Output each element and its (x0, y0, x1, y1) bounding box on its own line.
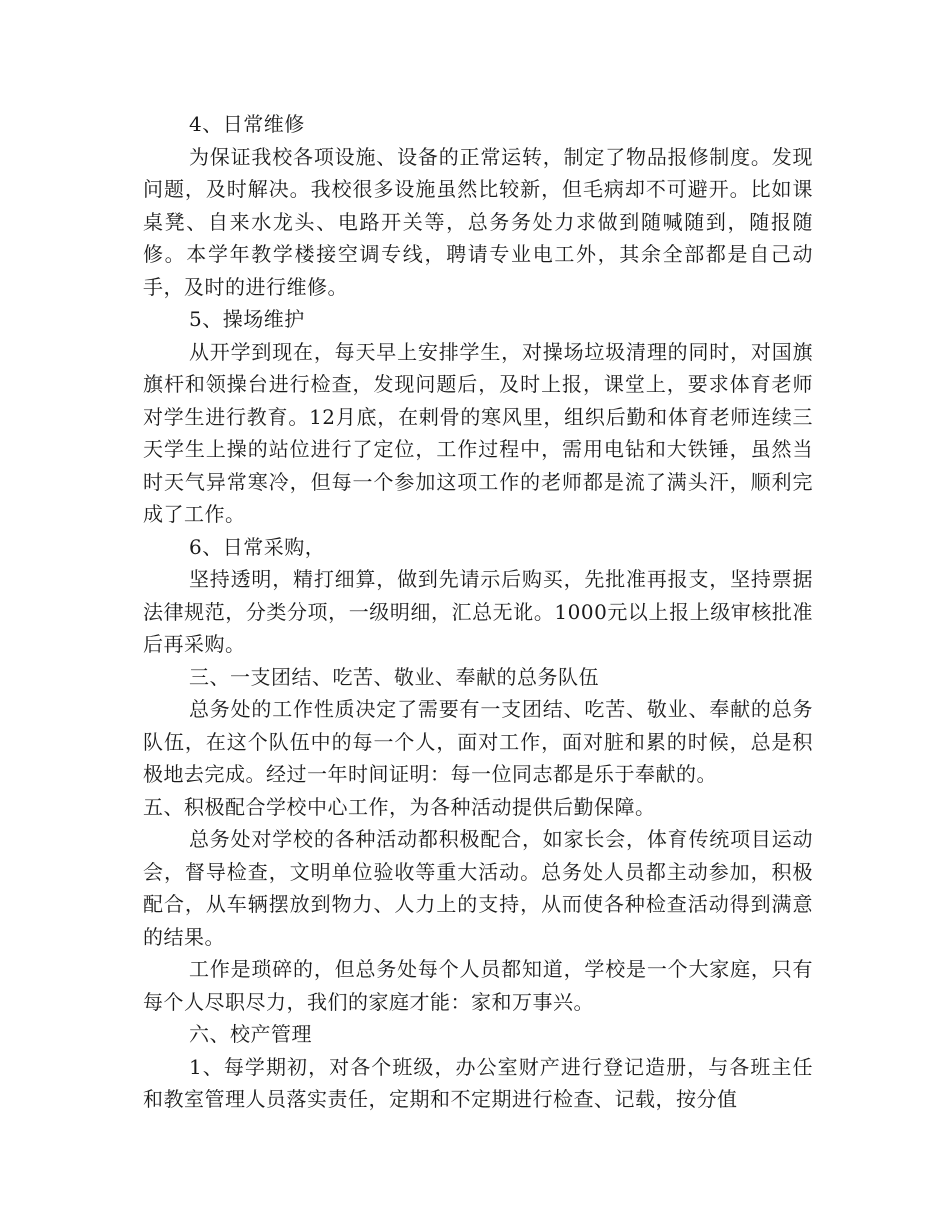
paragraph-daily-purchase: 坚持透明，精打细算，做到先请示后购买，先批准再报支，坚持票据法律规范，分类分项，一级明细，汇总无讹。1000元以上报上级审核批准后再采购。 (143, 567, 813, 656)
paragraph-team: 总务处的工作性质决定了需要有一支团结、吃苦、敬业、奉献的总务队伍，在这个队伍中的每一个人，面对工作，面对脏和累的时候，总是积极地去完成。经过一年时间证明：每一位同志都是乐于奉献的。 (143, 697, 813, 786)
section-heading-daily-maintenance: 4、日常维修 (189, 112, 305, 136)
section-heading-school-assets: 六、校产管理 (189, 1022, 312, 1046)
paragraph-school-assets: 1、每学期初，对各个班级，办公室财产进行登记造册，与各班主任和教室管理人员落实责任，定期和不定期进行检查、记载，按分值 (143, 1054, 813, 1111)
document-body (143, 108, 813, 1116)
paragraph-big-family: 工作是琐碎的，但总务处每个人员都知道，学校是一个大家庭，只有每个人尽职尽力，我们的家庭才能：家和万事兴。 (143, 957, 813, 1014)
paragraph-playground-maintenance: 从开学到现在，每天早上安排学生，对操场垃圾清理的同时，对国旗旗杆和领操台进行检查，发现问题后，及时上报，课堂上，要求体育老师对学生进行教育。12月底，在剌骨的寒风里，组织后勤和体育老师连续三天学生上操的站位进行了定位，工作过程中，需用电钻和大铁锤，虽然当时天气异常寒冷，但每一个参加这项工作的老师都是流了满头汗，顺利完成了工作。 (143, 339, 813, 526)
section-heading-team: 三、一支团结、吃苦、敬业、奉献的总务队伍 (189, 664, 599, 689)
paragraph-logistics-support: 总务处对学校的各种活动都积极配合，如家长会，体育传统项目运动会，督导检查，文明单位验收等重大活动。总务处人员都主动参加，积极配合，从车辆摆放到物力、人力上的支持，从而使各种检查活动得到满意的结果。 (143, 827, 813, 949)
section-heading-playground-maintenance: 5、操场维护 (189, 307, 305, 331)
section-heading-daily-purchase: 6、日常采购， (189, 534, 326, 559)
paragraph-daily-maintenance: 为保证我校各项设施、设备的正常运转，制定了物品报修制度。发现问题，及时解决。我校很多设施虽然比较新，但毛病却不可避开。比如课桌凳、自来水龙头、电路开关等，总务务处力求做到随喊随到，随报随修。本学年教学楼接空调专线，聘请专业电工外，其余全部都是自己动手，及时的进行维修。 (143, 144, 813, 299)
section-heading-logistics-support: 五、积极配合学校中心工作，为各种活动提供后勤保障。 (143, 794, 656, 819)
